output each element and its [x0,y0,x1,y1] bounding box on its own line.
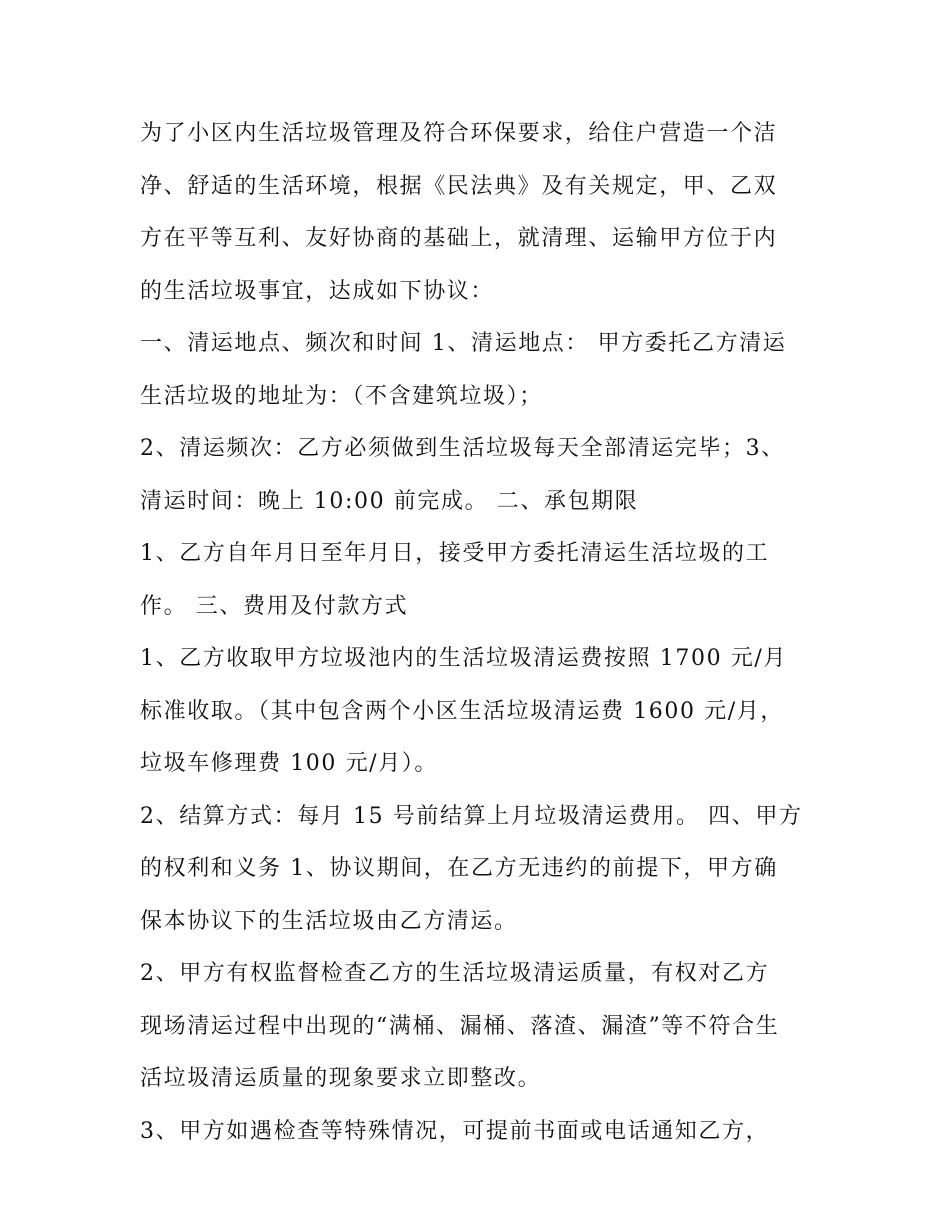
text-line: 的权利和义务 1、协议期间，在乙方无违约的前提下，甲方确 [140,856,778,881]
text-line: 一、清运地点、频次和时间 1、清运地点： 甲方委托乙方清运 [140,331,787,356]
text-line: 生活垃圾的地址为：（不含建筑垃圾）； [140,383,543,409]
text-line: 清运时间：晚上 10:00 前完成。 二、承包期限 [140,488,639,514]
text-line: 3、甲方如遇检查等特殊情况，可提前书面或电话通知乙方， [140,1118,770,1144]
text-line: 活垃圾清运质量的现象要求立即整改。 [140,1066,542,1091]
text-line: 1、乙方收取甲方垃圾池内的生活垃圾清运费按照 1700 元/月 [140,646,787,671]
document-body [140,108,820,1158]
text-line: 的生活垃圾事宜，达成如下协议： [140,278,495,304]
text-line: 净、舒适的生活环境，根据《民法典》及有关规定，甲、乙双 [140,173,778,199]
text-line: 2、甲方有权监督检查乙方的生活垃圾清运质量，有权对乙方 [140,961,770,986]
text-line: 保本协议下的生活垃圾由乙方清运。 [140,908,518,934]
text-line: 1、乙方自年月日至年月日，接受甲方委托清运生活垃圾的工 [140,541,770,566]
text-line: 2、结算方式：每月 15 号前结算上月垃圾清运费用。 四、甲方 [140,803,803,829]
text-line: 方在平等互利、友好协商的基础上，就清理、运输甲方位于内 [140,226,778,251]
text-line: 作。 三、费用及付款方式 [140,593,409,619]
text-line: 现场清运过程中出现的“满桶、漏桶、落渣、漏渣”等不符合生 [140,1013,780,1039]
text-line: 垃圾车修理费 100 元/月）。 [140,751,438,776]
text-line: 为了小区内生活垃圾管理及符合环保要求，给住户营造一个洁 [140,121,778,146]
text-line: 标准收取。（其中包含两个小区生活垃圾清运费 1600 元/月， [140,698,784,724]
text-line: 2、清运频次：乙方必须做到生活垃圾每天全部清运完毕；3、 [140,436,785,461]
